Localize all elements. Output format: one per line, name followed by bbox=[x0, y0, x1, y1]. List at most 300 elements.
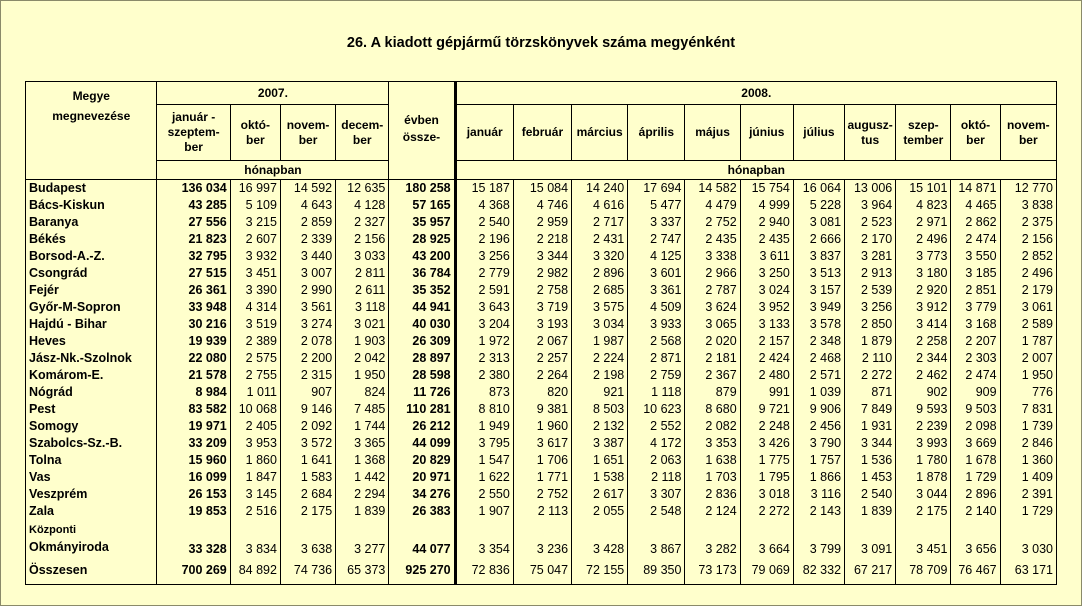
table-row bbox=[26, 214, 1057, 231]
value-2008: 1 360 bbox=[1000, 452, 1056, 469]
value-2008: 2 424 bbox=[740, 350, 793, 367]
unit-2008-label: hónapban bbox=[455, 161, 1056, 180]
value-year-total: 44 099 bbox=[389, 435, 455, 452]
county-name: Összesen bbox=[26, 558, 157, 584]
value-2007: 2 405 bbox=[230, 418, 280, 435]
value-2008: 4 125 bbox=[628, 248, 685, 265]
month-header-2007 bbox=[230, 105, 280, 161]
value-2008: 2 474 bbox=[951, 367, 1000, 384]
value-2008: 14 871 bbox=[951, 180, 1000, 198]
value-2008: 991 bbox=[740, 384, 793, 401]
county-name-line: Központi bbox=[29, 524, 77, 536]
month-header-2008 bbox=[685, 105, 740, 161]
unit-2007-label: hónapban bbox=[157, 161, 389, 180]
value-2008: 2 380 bbox=[455, 367, 513, 384]
value-2008: 3 320 bbox=[572, 248, 628, 265]
value-2007: 2 078 bbox=[280, 333, 335, 350]
value-year-total: 40 030 bbox=[389, 316, 455, 333]
value-2007: 30 216 bbox=[157, 316, 230, 333]
value-2008: 3 664 bbox=[740, 520, 793, 558]
month-header-2007 bbox=[336, 105, 389, 161]
county-name-line: Okmányiroda bbox=[29, 540, 109, 554]
value-2008: 3 091 bbox=[845, 520, 896, 558]
value-2007: 19 971 bbox=[157, 418, 230, 435]
value-2008: 3 024 bbox=[740, 282, 793, 299]
value-2008: 3 256 bbox=[455, 248, 513, 265]
value-2008: 3 116 bbox=[793, 486, 844, 503]
value-2007: 32 795 bbox=[157, 248, 230, 265]
value-2008: 2 971 bbox=[896, 214, 951, 231]
value-2007: 1 641 bbox=[280, 452, 335, 469]
table-row bbox=[26, 418, 1057, 435]
year-2007-header: 2007. bbox=[157, 82, 389, 105]
month-header-line: novem- bbox=[1006, 117, 1050, 132]
value-2008: 2 020 bbox=[685, 333, 740, 350]
value-2008: 15 101 bbox=[896, 180, 951, 198]
value-2007: 2 684 bbox=[280, 486, 335, 503]
value-2007: 2 611 bbox=[336, 282, 389, 299]
value-2008: 2 218 bbox=[513, 231, 571, 248]
value-2008: 2 181 bbox=[685, 350, 740, 367]
value-2008: 909 bbox=[951, 384, 1000, 401]
value-2008: 2 717 bbox=[572, 214, 628, 231]
value-2007: 3 561 bbox=[280, 299, 335, 316]
value-2007: 3 390 bbox=[230, 282, 280, 299]
value-2007: 26 153 bbox=[157, 486, 230, 503]
value-2007: 2 294 bbox=[336, 486, 389, 503]
table-body bbox=[26, 82, 1057, 585]
value-2008: 2 568 bbox=[628, 333, 685, 350]
value-2007: 3 145 bbox=[230, 486, 280, 503]
month-header-line: január bbox=[466, 125, 503, 139]
table-row bbox=[26, 486, 1057, 503]
value-2008: 1 651 bbox=[572, 452, 628, 469]
month-header-2008 bbox=[793, 105, 844, 161]
value-2007: 2 575 bbox=[230, 350, 280, 367]
value-2008: 1 949 bbox=[455, 418, 513, 435]
value-2008: 3 773 bbox=[896, 248, 951, 265]
value-2008: 1 757 bbox=[793, 452, 844, 469]
value-2008: 2 591 bbox=[455, 282, 513, 299]
value-2008: 3 337 bbox=[628, 214, 685, 231]
value-2008: 2 552 bbox=[628, 418, 685, 435]
value-2007: 43 285 bbox=[157, 197, 230, 214]
value-2008: 3 361 bbox=[628, 282, 685, 299]
value-2007: 19 853 bbox=[157, 503, 230, 520]
month-header-line: február bbox=[521, 125, 564, 139]
value-2008: 2 258 bbox=[896, 333, 951, 350]
value-2008: 2 959 bbox=[513, 214, 571, 231]
value-2007: 3 953 bbox=[230, 435, 280, 452]
value-2008: 3 428 bbox=[572, 520, 628, 558]
value-2008: 2 462 bbox=[896, 367, 951, 384]
month-header-line: ber bbox=[966, 132, 985, 147]
value-2008: 2 110 bbox=[845, 350, 896, 367]
value-2008: 4 746 bbox=[513, 197, 571, 214]
year-2008-header: 2008. bbox=[455, 82, 1056, 105]
value-2007: 4 643 bbox=[280, 197, 335, 214]
value-2008: 3 643 bbox=[455, 299, 513, 316]
county-name: Csongrád bbox=[26, 265, 157, 282]
value-2008: 1 839 bbox=[845, 503, 896, 520]
value-2007: 1 442 bbox=[336, 469, 389, 486]
month-header-line: októ- bbox=[960, 117, 991, 132]
value-2007: 19 939 bbox=[157, 333, 230, 350]
month-header-line: novem- bbox=[286, 117, 330, 132]
value-2008: 2 846 bbox=[1000, 435, 1056, 452]
value-2008: 3 193 bbox=[513, 316, 571, 333]
value-2007: 12 635 bbox=[336, 180, 389, 198]
value-2008: 14 240 bbox=[572, 180, 628, 198]
value-2008: 2 367 bbox=[685, 367, 740, 384]
value-2008: 4 616 bbox=[572, 197, 628, 214]
month-header-2008 bbox=[572, 105, 628, 161]
value-2008: 1 987 bbox=[572, 333, 628, 350]
month-header-line: októ- bbox=[240, 117, 270, 132]
header-row-units bbox=[26, 161, 1057, 180]
county-name: Győr-M-Sopron bbox=[26, 299, 157, 316]
value-2007: 700 269 bbox=[157, 558, 230, 584]
value-2008: 4 823 bbox=[896, 197, 951, 214]
value-2008: 67 217 bbox=[845, 558, 896, 584]
value-2008: 2 759 bbox=[628, 367, 685, 384]
table-row bbox=[26, 520, 1057, 558]
value-2008: 1 787 bbox=[1000, 333, 1056, 350]
value-2007: 1 860 bbox=[230, 452, 280, 469]
value-2008: 82 332 bbox=[793, 558, 844, 584]
value-2008: 1 039 bbox=[793, 384, 844, 401]
month-header-line: március bbox=[576, 125, 623, 139]
value-2008: 3 624 bbox=[685, 299, 740, 316]
value-2008: 2 456 bbox=[793, 418, 844, 435]
value-2007: 84 892 bbox=[230, 558, 280, 584]
value-2008: 3 157 bbox=[793, 282, 844, 299]
month-header-line: ber bbox=[246, 132, 265, 147]
month-header-2007 bbox=[280, 105, 335, 161]
value-2008: 2 143 bbox=[793, 503, 844, 520]
value-2008: 2 548 bbox=[628, 503, 685, 520]
value-year-total: 34 276 bbox=[389, 486, 455, 503]
value-2008: 2 850 bbox=[845, 316, 896, 333]
value-2008: 2 157 bbox=[740, 333, 793, 350]
value-2008: 2 540 bbox=[455, 214, 513, 231]
value-2008: 3 949 bbox=[793, 299, 844, 316]
county-name: Tolna bbox=[26, 452, 157, 469]
value-year-total: 57 165 bbox=[389, 197, 455, 214]
table-row bbox=[26, 367, 1057, 384]
value-2008: 2 007 bbox=[1000, 350, 1056, 367]
header-row-months bbox=[26, 105, 1057, 161]
value-2008: 4 479 bbox=[685, 197, 740, 214]
value-2007: 3 007 bbox=[280, 265, 335, 282]
value-2008: 3 795 bbox=[455, 435, 513, 452]
value-2008: 873 bbox=[455, 384, 513, 401]
table-row bbox=[26, 558, 1057, 584]
month-header-2008 bbox=[455, 105, 513, 161]
value-2007: 3 277 bbox=[336, 520, 389, 558]
value-2008: 2 257 bbox=[513, 350, 571, 367]
value-2007: 2 607 bbox=[230, 231, 280, 248]
county-name: Heves bbox=[26, 333, 157, 350]
month-header-2008 bbox=[845, 105, 896, 161]
value-year-total: 44 077 bbox=[389, 520, 455, 558]
value-2008: 3 867 bbox=[628, 520, 685, 558]
value-2008: 2 207 bbox=[951, 333, 1000, 350]
county-name: Somogy bbox=[26, 418, 157, 435]
value-2007: 33 209 bbox=[157, 435, 230, 452]
value-2007: 14 592 bbox=[280, 180, 335, 198]
value-2008: 8 503 bbox=[572, 401, 628, 418]
value-2008: 2 496 bbox=[896, 231, 951, 248]
value-2008: 2 118 bbox=[628, 469, 685, 486]
value-2007: 27 556 bbox=[157, 214, 230, 231]
value-2008: 1 866 bbox=[793, 469, 844, 486]
value-2007: 824 bbox=[336, 384, 389, 401]
value-2007: 83 582 bbox=[157, 401, 230, 418]
value-2008: 3 250 bbox=[740, 265, 793, 282]
value-2008: 15 187 bbox=[455, 180, 513, 198]
value-year-total: 26 309 bbox=[389, 333, 455, 350]
value-2008: 1 538 bbox=[572, 469, 628, 486]
value-2008: 902 bbox=[896, 384, 951, 401]
value-2008: 72 155 bbox=[572, 558, 628, 584]
table-row bbox=[26, 435, 1057, 452]
value-2007: 74 736 bbox=[280, 558, 335, 584]
value-2008: 2 920 bbox=[896, 282, 951, 299]
month-header-2007 bbox=[157, 105, 230, 161]
month-header-2008 bbox=[896, 105, 951, 161]
county-name: Budapest bbox=[26, 180, 157, 198]
value-2008: 2 752 bbox=[685, 214, 740, 231]
value-2008: 3 180 bbox=[896, 265, 951, 282]
value-2007: 22 080 bbox=[157, 350, 230, 367]
value-2008: 2 862 bbox=[951, 214, 1000, 231]
value-year-total: 36 784 bbox=[389, 265, 455, 282]
county-name: Pest bbox=[26, 401, 157, 418]
value-2008: 4 509 bbox=[628, 299, 685, 316]
value-2007: 7 485 bbox=[336, 401, 389, 418]
value-year-total: 28 925 bbox=[389, 231, 455, 248]
value-2008: 3 204 bbox=[455, 316, 513, 333]
table-row bbox=[26, 231, 1057, 248]
value-2008: 1 453 bbox=[845, 469, 896, 486]
value-2008: 2 752 bbox=[513, 486, 571, 503]
county-name: Zala bbox=[26, 503, 157, 520]
county-name: Békés bbox=[26, 231, 157, 248]
value-2008: 1 972 bbox=[455, 333, 513, 350]
value-2008: 1 879 bbox=[845, 333, 896, 350]
value-2008: 1 547 bbox=[455, 452, 513, 469]
month-header-line: július bbox=[803, 125, 835, 139]
county-name: Baranya bbox=[26, 214, 157, 231]
county-name: Hajdú - Bihar bbox=[26, 316, 157, 333]
value-2008: 2 523 bbox=[845, 214, 896, 231]
value-2008: 2 124 bbox=[685, 503, 740, 520]
value-2008: 3 550 bbox=[951, 248, 1000, 265]
value-2008: 2 113 bbox=[513, 503, 571, 520]
value-2008: 15 754 bbox=[740, 180, 793, 198]
value-2008: 3 236 bbox=[513, 520, 571, 558]
value-2008: 1 907 bbox=[455, 503, 513, 520]
value-2008: 2 435 bbox=[740, 231, 793, 248]
month-header-line: május bbox=[695, 125, 730, 139]
value-2007: 2 156 bbox=[336, 231, 389, 248]
value-2008: 8 680 bbox=[685, 401, 740, 418]
value-2008: 2 836 bbox=[685, 486, 740, 503]
value-2008: 1 638 bbox=[685, 452, 740, 469]
value-2007: 3 274 bbox=[280, 316, 335, 333]
value-2007: 2 755 bbox=[230, 367, 280, 384]
value-2008: 2 198 bbox=[572, 367, 628, 384]
month-header-2008 bbox=[740, 105, 793, 161]
value-2007: 10 068 bbox=[230, 401, 280, 418]
value-2008: 3 838 bbox=[1000, 197, 1056, 214]
value-2007: 3 021 bbox=[336, 316, 389, 333]
value-2008: 15 084 bbox=[513, 180, 571, 198]
value-2007: 16 099 bbox=[157, 469, 230, 486]
value-2008: 2 896 bbox=[572, 265, 628, 282]
value-2008: 3 964 bbox=[845, 197, 896, 214]
value-2008: 3 719 bbox=[513, 299, 571, 316]
value-year-total: 11 726 bbox=[389, 384, 455, 401]
value-2008: 2 550 bbox=[455, 486, 513, 503]
value-2007: 15 960 bbox=[157, 452, 230, 469]
month-header-line: április bbox=[638, 125, 675, 139]
value-2007: 2 175 bbox=[280, 503, 335, 520]
value-2008: 3 656 bbox=[951, 520, 1000, 558]
value-2008: 9 593 bbox=[896, 401, 951, 418]
value-2008: 3 256 bbox=[845, 299, 896, 316]
value-2008: 1 771 bbox=[513, 469, 571, 486]
value-2008: 2 685 bbox=[572, 282, 628, 299]
value-2007: 1 011 bbox=[230, 384, 280, 401]
value-2008: 879 bbox=[685, 384, 740, 401]
value-2008: 2 539 bbox=[845, 282, 896, 299]
value-2007: 3 033 bbox=[336, 248, 389, 265]
value-year-total: 44 941 bbox=[389, 299, 455, 316]
value-2008: 8 810 bbox=[455, 401, 513, 418]
value-2008: 3 414 bbox=[896, 316, 951, 333]
value-2008: 2 913 bbox=[845, 265, 896, 282]
value-2008: 3 790 bbox=[793, 435, 844, 452]
value-2007: 33 948 bbox=[157, 299, 230, 316]
table-row bbox=[26, 282, 1057, 299]
value-2008: 3 034 bbox=[572, 316, 628, 333]
value-2008: 12 770 bbox=[1000, 180, 1056, 198]
table-row bbox=[26, 401, 1057, 418]
value-2008: 2 787 bbox=[685, 282, 740, 299]
value-2008: 5 477 bbox=[628, 197, 685, 214]
value-2008: 7 849 bbox=[845, 401, 896, 418]
value-2007: 1 903 bbox=[336, 333, 389, 350]
value-2008: 3 018 bbox=[740, 486, 793, 503]
value-2007: 2 811 bbox=[336, 265, 389, 282]
value-2008: 2 224 bbox=[572, 350, 628, 367]
value-2008: 3 578 bbox=[793, 316, 844, 333]
value-2008: 3 837 bbox=[793, 248, 844, 265]
value-2008: 9 721 bbox=[740, 401, 793, 418]
county-name: Veszprém bbox=[26, 486, 157, 503]
value-2007: 4 314 bbox=[230, 299, 280, 316]
value-year-total: 43 200 bbox=[389, 248, 455, 265]
value-2008: 2 851 bbox=[951, 282, 1000, 299]
value-2008: 3 065 bbox=[685, 316, 740, 333]
value-2008: 3 601 bbox=[628, 265, 685, 282]
value-2008: 2 067 bbox=[513, 333, 571, 350]
value-2007: 1 583 bbox=[280, 469, 335, 486]
value-2008: 1 409 bbox=[1000, 469, 1056, 486]
value-2008: 1 706 bbox=[513, 452, 571, 469]
table-row bbox=[26, 265, 1057, 282]
value-2008: 4 465 bbox=[951, 197, 1000, 214]
value-2007: 3 440 bbox=[280, 248, 335, 265]
value-2007: 9 146 bbox=[280, 401, 335, 418]
value-2008: 3 354 bbox=[455, 520, 513, 558]
value-2008: 3 307 bbox=[628, 486, 685, 503]
value-2008: 3 611 bbox=[740, 248, 793, 265]
value-year-total: 28 897 bbox=[389, 350, 455, 367]
value-2008: 2 589 bbox=[1000, 316, 1056, 333]
value-year-total: 925 270 bbox=[389, 558, 455, 584]
value-year-total: 20 971 bbox=[389, 469, 455, 486]
value-2008: 871 bbox=[845, 384, 896, 401]
value-2008: 3 030 bbox=[1000, 520, 1056, 558]
value-2008: 13 006 bbox=[845, 180, 896, 198]
county-name: Szabolcs-Sz.-B. bbox=[26, 435, 157, 452]
value-2008: 2 747 bbox=[628, 231, 685, 248]
value-2007: 2 990 bbox=[280, 282, 335, 299]
value-2007: 3 451 bbox=[230, 265, 280, 282]
value-2008: 2 431 bbox=[572, 231, 628, 248]
value-2008: 1 703 bbox=[685, 469, 740, 486]
value-2007: 2 339 bbox=[280, 231, 335, 248]
value-2007: 26 361 bbox=[157, 282, 230, 299]
value-2008: 1 536 bbox=[845, 452, 896, 469]
value-2008: 2 666 bbox=[793, 231, 844, 248]
value-2008: 1 118 bbox=[628, 384, 685, 401]
table-row bbox=[26, 197, 1057, 214]
value-2008: 3 344 bbox=[513, 248, 571, 265]
value-2007: 21 823 bbox=[157, 231, 230, 248]
value-2008: 75 047 bbox=[513, 558, 571, 584]
value-2008: 2 468 bbox=[793, 350, 844, 367]
value-2008: 4 172 bbox=[628, 435, 685, 452]
value-2008: 2 239 bbox=[896, 418, 951, 435]
value-2008: 2 480 bbox=[740, 367, 793, 384]
value-2007: 16 997 bbox=[230, 180, 280, 198]
value-2008: 4 999 bbox=[740, 197, 793, 214]
table-row bbox=[26, 299, 1057, 316]
month-header-line: szeptem- bbox=[167, 125, 220, 139]
value-2008: 73 173 bbox=[685, 558, 740, 584]
value-2008: 3 513 bbox=[793, 265, 844, 282]
value-2007: 1 368 bbox=[336, 452, 389, 469]
value-2008: 1 931 bbox=[845, 418, 896, 435]
value-year-total: 26 212 bbox=[389, 418, 455, 435]
value-2008: 2 391 bbox=[1000, 486, 1056, 503]
value-2008: 2 264 bbox=[513, 367, 571, 384]
table-row bbox=[26, 503, 1057, 520]
value-2007: 2 042 bbox=[336, 350, 389, 367]
value-2008: 2 175 bbox=[896, 503, 951, 520]
value-2007: 27 515 bbox=[157, 265, 230, 282]
value-2008: 3 044 bbox=[896, 486, 951, 503]
county-name: Jász-Nk.-Szolnok bbox=[26, 350, 157, 367]
header-row-years bbox=[26, 82, 1057, 105]
value-2008: 2 982 bbox=[513, 265, 571, 282]
value-2008: 2 375 bbox=[1000, 214, 1056, 231]
value-2008: 1 729 bbox=[1000, 503, 1056, 520]
